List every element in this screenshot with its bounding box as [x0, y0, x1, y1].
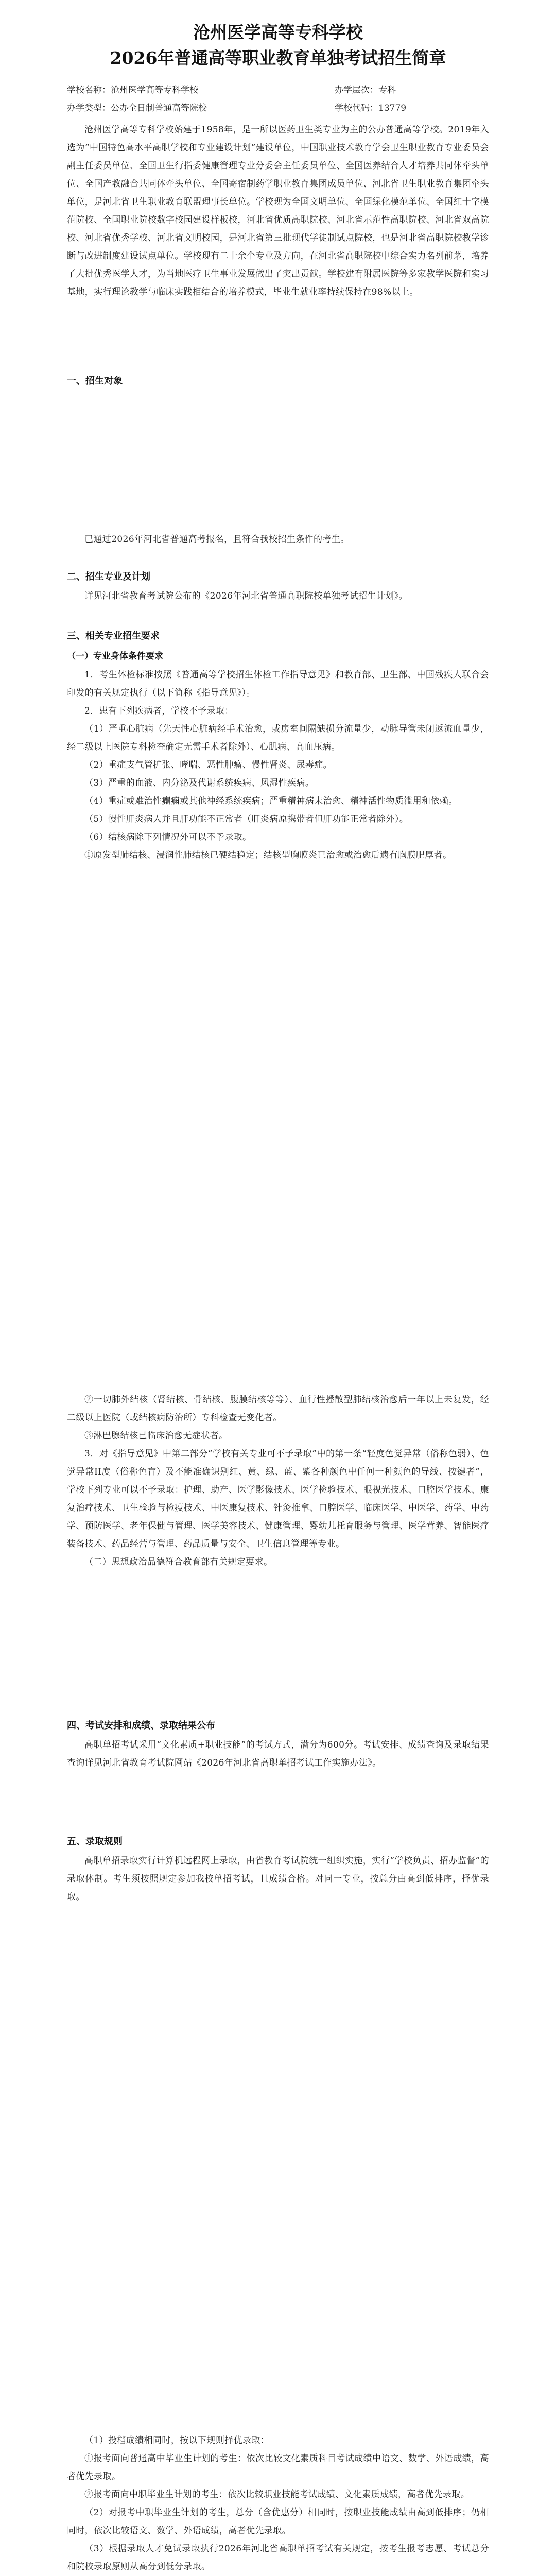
school-type: 办学类型：公办全日制普通高等院校 [67, 103, 207, 113]
basic-info [67, 81, 489, 117]
rule-paragraph: （2）对报考中职毕业生计划的考生，总分（含优惠分）相同时，按职业技能成绩由高到低排序；仍相同时，依次比较语文、数学、外语成绩，高者优先录取。 [67, 2507, 489, 2536]
section-requirements [67, 626, 489, 865]
school-code: 学校代码：13779 [335, 103, 407, 113]
intro-block [67, 121, 489, 301]
req-paragraph: （5）慢性肝炎病人并且肝功能不正常者（肝炎病原携带者但肝功能正常者除外）。 [84, 814, 409, 824]
req-paragraph: （1）严重心脏病（先天性心脏病经手术治愈，或房室间隔缺损分流量少，动脉导管未闭返流血量少，经二级以上医院专科检查确定无需手术者除外）、心肌病、高血压病。 [67, 724, 489, 752]
req-paragraph: 1．考生体检标准按照《普通高等学校招生体检工作指导意见》和教育部、卫生部、中国残疾人联合会印发的有关规定执行（以下简称《指导意见》）。 [67, 670, 489, 698]
req-paragraph: （2）重症支气管扩张、哮喘、恶性肿瘤、慢性肾炎、尿毒症。 [84, 760, 333, 770]
section-title: 四、考试安排和成绩、录取结果公布 [67, 1720, 215, 1731]
req-paragraph: 3．对《指导意见》中第二部分“学校有关专业可不予录取”中的第一条“轻度色觉异常（俗称色弱）、色觉异常II度（俗称色盲）及不能准确识别红、黄、绿、蓝、紫各种颜色中任何一种颜色的导线、按键者”，学校下列专业可以不予录取：护理、助产、医学影像技术、医学检验技术、眼视光技术、口腔医学技术、康复治疗技术、卫生检验与检疫技术、中医康复技术、针灸推拿、口腔医学、临床医学、中医学、药学、中药学、预防医学、老年保健与管理、医学美容技术、健康管理、婴幼儿托育服务与管理、医学营养、智能医疗装备技术、药品经营与管理、药品质量与安全、卫生信息管理等专业。 [67, 1449, 489, 1549]
req-paragraph: （3）严重的血液、内分泌及代谢系统疾病、风湿性疾病。 [84, 778, 315, 788]
section-plan [67, 567, 489, 605]
rule-paragraph: 高职单招录取实行计算机远程网上录取，由省教育考试院统一组织实施，实行“学校负责、招办监督”的录取体制。考生须按照规定参加我校单招考试，且成绩合格。对同一专业，按总分由高到低排序，择优录取。 [67, 1856, 489, 1902]
section-title: 五、录取规则 [67, 1836, 123, 1847]
req-paragraph: （4）重症或难治性癫痫或其他神经系统疾病；严重精神病未治愈、精神活性物质滥用和依赖。 [84, 796, 458, 806]
section-admission-rules-cont [67, 2432, 489, 2576]
page-title: 沧州医学高等专科学校 [193, 22, 363, 42]
brochure-header [67, 20, 489, 71]
section-admission-rules [67, 1832, 489, 1906]
section-requirements-cont [67, 1391, 489, 1571]
req-paragraph: （二）思想政治品德符合教育部有关规定要求。 [84, 1557, 273, 1567]
section-title: 一、招生对象 [67, 376, 123, 386]
req-paragraph: 2．患有下列疾病者，学校不予录取： [84, 706, 234, 716]
section-body: 详见河北省教育考试院公布的《2026年河北省普通高职院校单独考试招生计划》。 [84, 591, 408, 601]
rule-paragraph: ①报考面向普通高中毕业生计划的考生：依次比较文化素质科目考试成绩中语文、数学、外语成绩，高者优先录取。 [67, 2453, 489, 2482]
page-subtitle: 2026年普通高等职业教育单独考试招生简章 [110, 48, 446, 68]
rule-paragraph: （1）投档成绩相同时，按以下规则择优录取： [84, 2435, 270, 2446]
req-paragraph: ①原发型肺结核、浸润性肺结核已硬结稳定；结核型胸膜炎已治愈或治愈后遗有胸膜肥厚者。 [84, 850, 452, 860]
section-body: 高职单招考试采用“文化素质+职业技能”的考试方式，满分为600分。考试安排、成绩查询及录取结果查询详见河北省教育考试院网站《2026年河北省高职单招考试工作实施办法》。 [67, 1740, 489, 1768]
section-recruit-target [67, 371, 489, 392]
section-body: 已通过2026年河北省普通高考报名，且符合我校招生条件的考生。 [84, 534, 350, 545]
req-paragraph: ③淋巴腺结核已临床治愈无症状者。 [84, 1431, 228, 1441]
intro-paragraph: 沧州医学高等专科学校始建于1958年，是一所以医药卫生类专业为主的公办普通高等学校。2019年入选为“中国特色高水平高职学校和专业建设计划”建设单位，中国职业技术教育学会卫生职业教育专业委员会副主任委员单位、全国卫生行指委健康管理专业分委会主任委员单位、全国医养结合人才培养共同体牵头单位、全国产教融合共同体牵头单位、全国寄宿制药学职业教育集团成员单位、河北省卫生职业教育集团牵头单位，是河北省卫生职业教育联盟理事长单位。学校现为全国文明单位、全国绿化模范单位、全国红十字模范院校、全国职业院校数字校园建设样板校，河北省优质高职院校、河北省示范性高职院校、河北省双高院校、河北省优秀学校、河北省文明校园，是河北省第三批现代学徒制试点院校，也是河北省高职院校教学诊断与改进制度建设试点单位。学校现有二十余个专业及方向，在河北省高职院校中综合实力名列前茅，培养了大批优秀医学人才，为当地医疗卫生事业发展做出了突出贡献。学校建有附属医院等多家教学医院和实习基地，实行理论教学与临床实践相结合的培养模式，毕业生就业率持续保持在98%以上。 [67, 125, 489, 297]
rule-paragraph: ②报考面向中职毕业生计划的考生：依次比较职业技能考试成绩、文化素质成绩，高者优先录取。 [84, 2489, 470, 2500]
req-paragraph: ②一切肺外结核（肾结核、骨结核、腹膜结核等等）、血行性播散型肺结核治愈后一年以上未复发，经二级以上医院（或结核病防治所）专科检查无变化者。 [67, 1395, 489, 1423]
section-title: 二、招生专业及计划 [67, 571, 150, 582]
req-paragraph: （6）结核病除下列情况外可以不予录取。 [84, 832, 252, 842]
subsection-title: （一）专业身体条件要求 [67, 651, 163, 662]
school-name: 学校名称：沧州医学高等专科学校 [67, 85, 198, 95]
section-title: 三、相关专业招生要求 [67, 631, 160, 641]
section-exam [67, 1716, 489, 1772]
section-recruit-target-body [67, 531, 489, 549]
rule-paragraph: （3）根据录取人才免试录取执行2026年河北省高职单招考试有关规定，按考生报考志愿、考试总分和院校录取原则从高分到低分录取。 [67, 2544, 489, 2572]
school-level: 办学层次：专科 [335, 85, 396, 95]
